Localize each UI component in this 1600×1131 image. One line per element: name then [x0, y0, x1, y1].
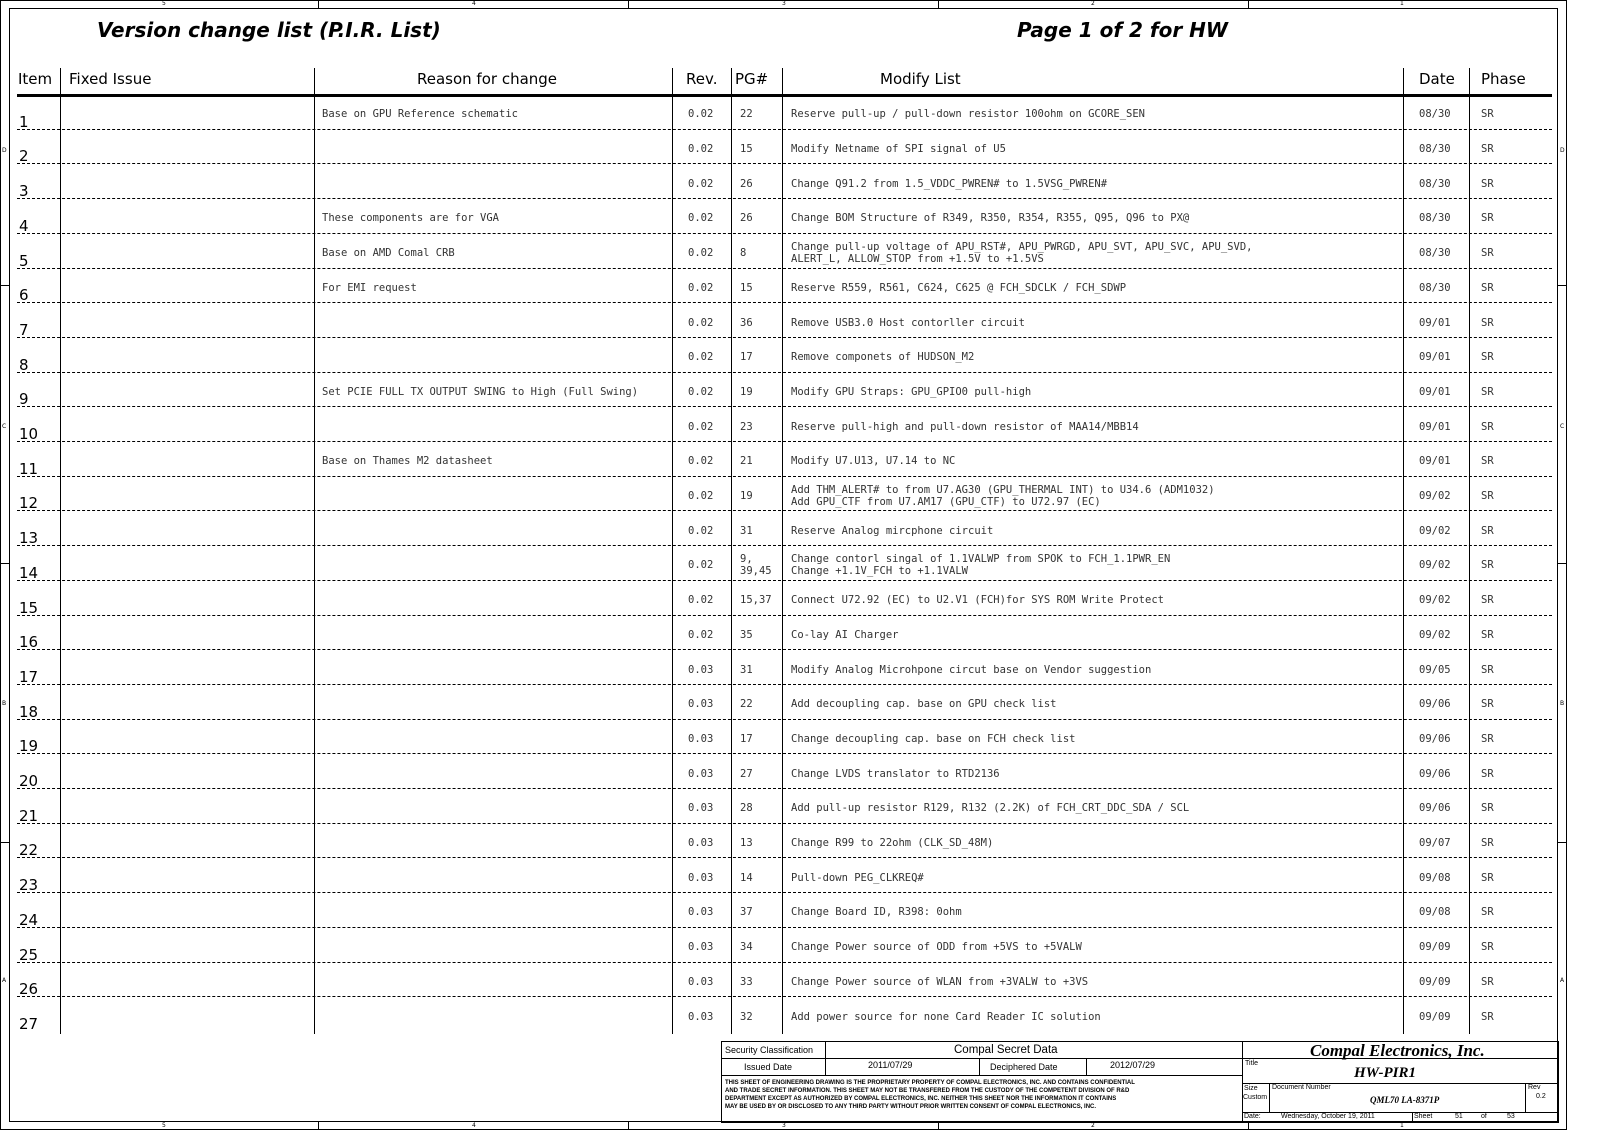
zone-label-right: D: [1560, 147, 1565, 154]
pg-cell: 28: [740, 802, 753, 815]
date-cell: 09/05: [1419, 663, 1451, 676]
modify-cell: Change Board ID, R398: 0ohm: [791, 906, 962, 919]
item-number: 13: [19, 529, 39, 548]
pg-cell: 19: [740, 490, 753, 503]
column-header-fixed-issue: Fixed Issue: [69, 70, 152, 88]
zone-label-right: B: [1560, 700, 1565, 707]
phase-cell: SR: [1481, 594, 1494, 607]
column-header-rev: Rev.: [686, 70, 718, 88]
list-title: Version change list (P.I.R. List): [97, 18, 441, 42]
zone-label-bottom: 3: [782, 1122, 786, 1129]
item-number: 2: [19, 147, 29, 166]
header-rule: [17, 94, 1552, 97]
item-number: 6: [19, 286, 29, 305]
modify-cell: Reserve pull-high and pull-down resistor of MAA14/MBB14: [791, 420, 1139, 433]
date-cell: 09/02: [1419, 594, 1451, 607]
phase-cell: SR: [1481, 732, 1494, 745]
zone-tick: [628, 0, 629, 8]
modify-cell: Modify Netname of SPI signal of U5: [791, 143, 1006, 156]
reason-cell: Base on AMD Comal CRB: [322, 247, 455, 260]
phase-cell: SR: [1481, 247, 1494, 260]
sheet-number: 51: [1455, 1113, 1463, 1120]
pg-cell: 14: [740, 871, 753, 884]
modify-cell: Modify Analog Microhpone circut base on Vendor suggestion: [791, 663, 1152, 676]
date-cell: 08/30: [1419, 212, 1451, 225]
rev-cell: 0.03: [688, 941, 714, 954]
rev-cell: 0.03: [688, 732, 714, 745]
date-cell: 09/01: [1419, 420, 1451, 433]
modify-cell: Add THM_ALERT# to from U7.AG30 (GPU_THERMAL INT) to U34.6 (ADM1032) Add GPU_CTF from U7.AM17 (GPU_CTF) to U72.97 (EC): [791, 484, 1215, 509]
column-header-modify-list: Modify List: [880, 70, 961, 88]
item-number: 11: [19, 459, 39, 478]
row-separator: [17, 268, 1552, 269]
item-number: 20: [19, 772, 39, 790]
date-cell: 08/30: [1419, 143, 1451, 156]
zone-label-top: 2: [1091, 0, 1095, 7]
phase-cell: SR: [1481, 420, 1494, 433]
pg-cell: 33: [740, 975, 753, 988]
zone-tick: [1248, 0, 1249, 8]
zone-tick: [628, 1122, 629, 1130]
column-divider: [672, 68, 673, 1034]
row-separator: [17, 753, 1552, 754]
item-number: 7: [19, 320, 29, 339]
reason-cell: These components are for VGA: [322, 212, 500, 225]
phase-cell: SR: [1481, 698, 1494, 711]
rev-cell: 0.02: [688, 143, 714, 156]
rev-cell: 0.02: [688, 385, 714, 398]
rev-cell: 0.03: [688, 802, 714, 815]
rev-cell: 0.02: [688, 524, 714, 537]
pg-cell: 32: [740, 1010, 753, 1023]
modify-cell: Change Power source of WLAN from +3VALW to +3VS: [791, 975, 1089, 988]
rev-cell: 0.03: [688, 975, 714, 988]
date-cell: 09/07: [1419, 837, 1451, 850]
modify-cell: Remove componets of HUDSON_M2: [791, 351, 975, 364]
zone-tick: [318, 1122, 319, 1130]
row-separator: [17, 684, 1552, 685]
modify-cell: Change contorl singal of 1.1VALWP from SPOK to FCH_1.1PWR_EN Change +1.1V_FCH to +1.1VALW: [791, 553, 1171, 578]
row-separator: [17, 441, 1552, 442]
item-number: 19: [19, 737, 39, 756]
date-cell: 09/02: [1419, 559, 1451, 572]
zone-tick: [0, 285, 9, 286]
item-number: 9: [19, 390, 29, 409]
row-separator: [17, 372, 1552, 373]
row-separator: [17, 823, 1552, 824]
item-number: 10: [19, 425, 39, 443]
item-number: 18: [19, 702, 39, 721]
modify-cell: Change decoupling cap. base on FCH check list: [791, 732, 1076, 745]
date-cell: 09/02: [1419, 490, 1451, 503]
row-separator: [17, 163, 1552, 164]
modify-cell: Add decoupling cap. base on GPU check list: [791, 698, 1057, 711]
modify-cell: Change BOM Structure of R349, R350, R354, R355, Q95, Q96 to PX@: [791, 212, 1190, 225]
column-divider: [314, 68, 315, 1034]
date-cell: 09/06: [1419, 732, 1451, 745]
date-cell: 09/08: [1419, 871, 1451, 884]
modify-cell: Reserve R559, R561, C624, C625 @ FCH_SDCLK / FCH_SDWP: [791, 281, 1127, 294]
item-number: 27: [19, 1014, 39, 1033]
phase-cell: SR: [1481, 281, 1494, 294]
date-cell: 09/06: [1419, 802, 1451, 815]
of-label: of: [1481, 1113, 1487, 1120]
row-separator: [17, 233, 1552, 234]
modify-cell: Change LVDS translator to RTD2136: [791, 767, 1000, 780]
row-separator: [17, 962, 1552, 963]
column-header-reason: Reason for change: [417, 70, 558, 88]
row-separator: [17, 476, 1552, 477]
date-cell: 09/09: [1419, 941, 1451, 954]
item-number: 1: [19, 112, 29, 131]
modify-cell: Remove USB3.0 Host contorller circuit: [791, 316, 1025, 329]
item-number: 26: [19, 980, 39, 999]
zone-label-left: D: [2, 147, 7, 154]
rev-cell: 0.02: [688, 247, 714, 260]
pg-cell: 19: [740, 385, 753, 398]
item-number: 4: [19, 216, 29, 235]
phase-cell: SR: [1481, 871, 1494, 884]
company-name: Compal Electronics, Inc.: [1310, 1041, 1485, 1060]
zone-label-top: 3: [782, 0, 786, 7]
row-separator: [17, 302, 1552, 303]
size-label: Size: [1244, 1085, 1258, 1092]
zone-label-right: C: [1560, 423, 1565, 430]
size-value: Custom: [1243, 1094, 1268, 1101]
row-separator: [17, 788, 1552, 789]
reason-cell: Base on GPU Reference schematic: [322, 108, 518, 121]
issued-value: 2011/07/29: [868, 1060, 913, 1070]
rev-cell: 0.02: [688, 177, 714, 190]
column-divider: [782, 68, 783, 1034]
rev-cell: 0.03: [688, 871, 714, 884]
modify-cell: Reserve Analog mircphone circuit: [791, 524, 994, 537]
rev-cell: 0.02: [688, 420, 714, 433]
pg-cell: 9, 39,45: [740, 553, 772, 578]
date-cell: 09/02: [1419, 524, 1451, 537]
date-cell: 09/06: [1419, 767, 1451, 780]
date-value: Wednesday, October 19, 2011: [1281, 1113, 1375, 1120]
zone-label-bottom: 1: [1400, 1122, 1404, 1129]
phase-cell: SR: [1481, 559, 1494, 572]
date-cell: 09/02: [1419, 628, 1451, 641]
pg-cell: 15: [740, 281, 753, 294]
pg-cell: 34: [740, 941, 753, 954]
phase-cell: SR: [1481, 524, 1494, 537]
rev-cell: 0.02: [688, 594, 714, 607]
security-value: Compal Secret Data: [954, 1044, 1058, 1056]
phase-cell: SR: [1481, 455, 1494, 468]
phase-cell: SR: [1481, 628, 1494, 641]
pg-cell: 36: [740, 316, 753, 329]
row-separator: [17, 615, 1552, 616]
row-separator: [17, 892, 1552, 893]
pg-cell: 15,37: [740, 594, 772, 607]
modify-cell: Co-lay AI Charger: [791, 628, 899, 641]
phase-cell: SR: [1481, 975, 1494, 988]
item-number: 14: [19, 563, 39, 582]
modify-cell: Change Q91.2 from 1.5_VDDC_PWREN# to 1.5VSG_PWREN#: [791, 177, 1108, 190]
rev-label: Rev: [1528, 1084, 1541, 1091]
modify-cell: Pull-down PEG_CLKREQ#: [791, 871, 924, 884]
row-separator: [17, 857, 1552, 858]
rev-value: 0.2: [1536, 1093, 1546, 1100]
rev-cell: 0.02: [688, 455, 714, 468]
zone-tick: [0, 563, 9, 564]
zone-tick: [1558, 842, 1567, 843]
date-cell: 09/01: [1419, 455, 1451, 468]
zone-label-top: 4: [472, 0, 476, 7]
modify-cell: Reserve pull-up / pull-down resistor 100ohm on GCORE_SEN: [791, 108, 1146, 121]
phase-cell: SR: [1481, 767, 1494, 780]
rev-cell: 0.02: [688, 316, 714, 329]
date-label: Date:: [1244, 1113, 1261, 1120]
item-number: 5: [19, 251, 29, 270]
phase-cell: SR: [1481, 663, 1494, 676]
pg-cell: 35: [740, 628, 753, 641]
rev-cell: 0.02: [688, 559, 714, 572]
doc-number-value: QML70 LA-8371P: [1370, 1095, 1440, 1105]
column-header-item: Item: [18, 70, 53, 88]
column-header-pg: PG#: [735, 70, 769, 88]
date-cell: 08/30: [1419, 177, 1451, 190]
phase-cell: SR: [1481, 143, 1494, 156]
date-cell: 09/01: [1419, 351, 1451, 364]
date-cell: 08/30: [1419, 281, 1451, 294]
column-divider: [60, 68, 61, 1034]
row-separator: [17, 580, 1552, 581]
date-cell: 08/30: [1419, 247, 1451, 260]
date-cell: 09/09: [1419, 975, 1451, 988]
column-divider: [731, 68, 732, 1034]
reason-cell: For EMI request: [322, 281, 417, 294]
sheet-label: Sheet: [1414, 1113, 1433, 1120]
item-number: 16: [19, 633, 39, 652]
date-cell: 09/08: [1419, 906, 1451, 919]
security-label: Security Classification: [725, 1045, 814, 1055]
modify-cell: Add power source for none Card Reader IC solution: [791, 1010, 1101, 1023]
modify-cell: Change R99 to 22ohm (CLK_SD_48M): [791, 837, 994, 850]
modify-cell: Modify U7.U13, U7.14 to NC: [791, 455, 956, 468]
row-separator: [17, 996, 1552, 997]
row-separator: [17, 198, 1552, 199]
zone-tick: [1558, 285, 1567, 286]
modify-cell: Connect U72.92 (EC) to U2.V1 (FCH)for SYS ROM Write Protect: [791, 594, 1164, 607]
reason-cell: Set PCIE FULL TX OUTPUT SWING to High (Full Swing): [322, 385, 639, 398]
zone-tick: [938, 1122, 939, 1130]
rev-cell: 0.02: [688, 212, 714, 225]
phase-cell: SR: [1481, 108, 1494, 121]
issued-label: Issued Date: [744, 1062, 793, 1072]
rev-cell: 0.03: [688, 698, 714, 711]
zone-tick: [938, 0, 939, 8]
item-number: 3: [19, 182, 29, 201]
zone-tick: [318, 0, 319, 8]
phase-cell: SR: [1481, 802, 1494, 815]
phase-cell: SR: [1481, 316, 1494, 329]
drawing-border-inner: [9, 8, 1558, 1122]
zone-label-left: B: [2, 700, 7, 707]
column-header-phase: Phase: [1481, 70, 1526, 88]
zone-label-top: 5: [162, 0, 166, 7]
pg-cell: 17: [740, 732, 753, 745]
zone-label-left: A: [2, 977, 7, 984]
row-separator: [17, 545, 1552, 546]
rev-cell: 0.03: [688, 837, 714, 850]
pg-cell: 22: [740, 108, 753, 121]
rev-cell: 0.03: [688, 906, 714, 919]
confidential-notice: THIS SHEET OF ENGINEERING DRAWING IS THE PROPRIETARY PROPERTY OF COMPAL ELECTRONICS, INC. AND CONTAINS CONFIDENTIAL AND TRADE SECRET INFORMATION. THIS SHEET MAY NOT BE TRANSFERED FROM THE CUSTODY OF THE COMPETENT DIVISION OF R&D DEPARTMENT EXCEPT AS AUTHORIZED BY COMPAL ELECTRONICS, INC. NEITHER THIS SHEET NOR THE INFORMATION IT CONTAINS MAY BE USED BY OR DISCLOSED TO ANY THIRD PARTY WITHOUT PRIOR WRITTEN CONSENT OF COMPAL ELECTRONICS, INC.: [725, 1080, 1135, 1110]
zone-label-bottom: 4: [472, 1122, 476, 1129]
title-label: Title: [1245, 1060, 1258, 1067]
zone-label-bottom: 2: [1091, 1122, 1095, 1129]
phase-cell: SR: [1481, 490, 1494, 503]
page-indicator: Page 1 of 2 for HW: [1017, 18, 1228, 42]
zone-tick: [1248, 1122, 1249, 1130]
date-cell: 09/09: [1419, 1010, 1451, 1023]
item-number: 17: [19, 667, 39, 686]
rev-cell: 0.02: [688, 108, 714, 121]
zone-label-right: A: [1560, 977, 1565, 984]
rev-cell: 0.03: [688, 1010, 714, 1023]
zone-tick: [1558, 563, 1567, 564]
date-cell: 09/06: [1419, 698, 1451, 711]
zone-tick: [0, 842, 9, 843]
rev-cell: 0.02: [688, 281, 714, 294]
phase-cell: SR: [1481, 941, 1494, 954]
item-number: 21: [19, 806, 39, 825]
row-separator: [17, 129, 1552, 130]
pg-cell: 8: [740, 247, 747, 260]
pg-cell: 31: [740, 524, 753, 537]
sheet-total: 53: [1507, 1113, 1515, 1120]
row-separator: [17, 927, 1552, 928]
item-number: 12: [19, 494, 39, 513]
pg-cell: 15: [740, 143, 753, 156]
pg-cell: 17: [740, 351, 753, 364]
item-number: 15: [19, 598, 39, 617]
column-header-date: Date: [1419, 70, 1455, 88]
pg-cell: 37: [740, 906, 753, 919]
doc-number-label: Document Number: [1272, 1084, 1331, 1091]
phase-cell: SR: [1481, 906, 1494, 919]
item-number: 23: [19, 876, 39, 895]
rev-cell: 0.03: [688, 663, 714, 676]
column-divider: [1403, 68, 1404, 1034]
pg-cell: 26: [740, 177, 753, 190]
date-cell: 09/01: [1419, 316, 1451, 329]
zone-label-bottom: 5: [162, 1122, 166, 1129]
modify-cell: Modify GPU Straps: GPU_GPIO0 pull-high: [791, 385, 1032, 398]
pg-cell: 22: [740, 698, 753, 711]
modify-cell: Add pull-up resistor R129, R132 (2.2K) of FCH_CRT_DDC_SDA / SCL: [791, 802, 1190, 815]
pg-cell: 13: [740, 837, 753, 850]
modify-cell: Change Power source of ODD from +5VS to +5VALW: [791, 941, 1082, 954]
phase-cell: SR: [1481, 177, 1494, 190]
rev-cell: 0.02: [688, 628, 714, 641]
item-number: 22: [19, 841, 39, 860]
pg-cell: 31: [740, 663, 753, 676]
reason-cell: Base on Thames M2 datasheet: [322, 455, 493, 468]
zone-label-left: C: [2, 423, 7, 430]
row-separator: [17, 510, 1552, 511]
date-cell: 08/30: [1419, 108, 1451, 121]
phase-cell: SR: [1481, 385, 1494, 398]
deciphered-label: Deciphered Date: [990, 1062, 1058, 1072]
rev-cell: 0.02: [688, 490, 714, 503]
pg-cell: 26: [740, 212, 753, 225]
row-separator: [17, 406, 1552, 407]
rev-cell: 0.03: [688, 767, 714, 780]
deciphered-value: 2012/07/29: [1110, 1060, 1156, 1070]
pg-cell: 23: [740, 420, 753, 433]
zone-label-top: 1: [1400, 0, 1404, 7]
item-number: 25: [19, 945, 39, 964]
phase-cell: SR: [1481, 212, 1494, 225]
phase-cell: SR: [1481, 1010, 1494, 1023]
pg-cell: 27: [740, 767, 753, 780]
pg-cell: 21: [740, 455, 753, 468]
row-separator: [17, 337, 1552, 338]
item-number: 24: [19, 910, 39, 929]
modify-cell: Change pull-up voltage of APU_RST#, APU_PWRGD, APU_SVT, APU_SVC, APU_SVD, ALERT_L, ALLOW_STOP from +1.5V to +1.5VS: [791, 241, 1253, 266]
rev-cell: 0.02: [688, 351, 714, 364]
document-title: HW-PIR1: [1354, 1065, 1416, 1081]
column-divider: [1469, 68, 1470, 1034]
row-separator: [17, 719, 1552, 720]
phase-cell: SR: [1481, 837, 1494, 850]
item-number: 8: [19, 355, 29, 374]
phase-cell: SR: [1481, 351, 1494, 364]
row-separator: [17, 649, 1552, 650]
date-cell: 09/01: [1419, 385, 1451, 398]
